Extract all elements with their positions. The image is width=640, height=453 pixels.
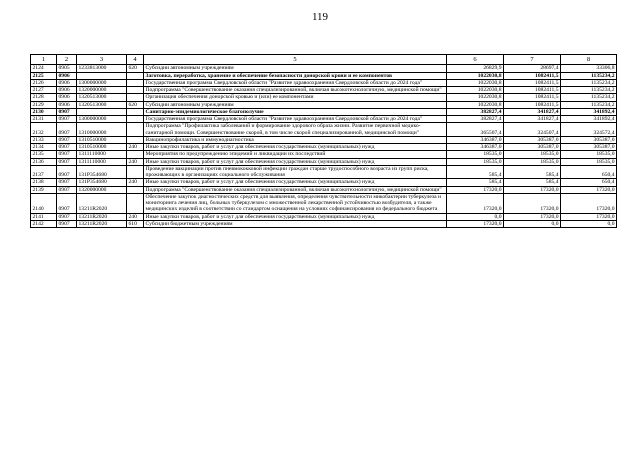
column-header: 6	[447, 55, 504, 65]
section-code: 0906	[57, 94, 77, 101]
row-number: 2137	[31, 165, 57, 179]
amount-col-7: 585,4	[504, 165, 561, 179]
section-code: 0906	[57, 79, 77, 86]
amount-col-7: 18535,0	[504, 151, 561, 158]
row-number: 2136	[31, 158, 57, 165]
budget-table	[30, 54, 617, 228]
amount-col-8: 17320,0	[561, 193, 617, 213]
row-description: Санитарно-эпидемиологическое благополучие	[144, 108, 447, 115]
target-code: 13211R2020	[77, 213, 127, 220]
amount-col-6: 17320,0	[447, 193, 504, 213]
target-code	[77, 108, 127, 115]
row-description: Проведение вакцинации против пневмококковой инфекции граждан старше трудоспособного возраста из групп риска, проживающих в организациях социального обслуживания	[144, 165, 447, 179]
amount-col-7: 324507,4	[504, 123, 561, 137]
expense-type	[127, 79, 144, 86]
amount-col-6: 365507,4	[447, 123, 504, 137]
expense-type	[127, 193, 144, 213]
amount-col-8: 305387,0	[561, 144, 617, 151]
row-number: 2142	[31, 220, 57, 227]
row-description: Подпрограмма "Профилактика заболеваний и формирование здорового образа жизни. Развитие первичной медико-санитарной помощи. Совершенствование скорой, в том числе скорой специализированной, медицинской помощи"	[144, 123, 447, 137]
table-row	[31, 87, 617, 94]
amount-col-6: 585,4	[447, 165, 504, 179]
section-code: 0906	[57, 72, 77, 79]
amount-col-6: 18535,0	[447, 158, 504, 165]
section-code: 0907	[57, 165, 77, 179]
section-code: 0907	[57, 186, 77, 193]
amount-col-7: 17320,0	[504, 213, 561, 220]
amount-col-7: 17320,0	[504, 186, 561, 193]
table-row	[31, 193, 617, 213]
amount-col-6: 1022030,8	[447, 72, 504, 79]
section-code: 0907	[57, 136, 77, 143]
row-description: Субсидии автономным учреждениям	[144, 101, 447, 108]
table-row	[31, 213, 617, 220]
amount-col-7: 341827,4	[504, 108, 561, 115]
section-code: 0906	[57, 87, 77, 94]
section-code: 0907	[57, 179, 77, 186]
section-code: 0907	[57, 220, 77, 227]
row-description: Вакцинопрофилактика и иммунодиагностика	[144, 136, 447, 143]
column-header: 8	[561, 55, 617, 65]
expense-type	[127, 186, 144, 193]
amount-col-7: 0,0	[504, 220, 561, 227]
row-number: 2126	[31, 79, 57, 86]
section-code: 0907	[57, 151, 77, 158]
amount-col-7: 17320,0	[504, 193, 561, 213]
amount-col-6: 17320,0	[447, 220, 504, 227]
target-code: 1320513000	[77, 101, 127, 108]
amount-col-8: 341892,4	[561, 108, 617, 115]
amount-col-7: 1082411,5	[504, 87, 561, 94]
amount-col-8: 33306,8	[561, 65, 617, 72]
section-code: 0907	[57, 144, 77, 151]
row-number: 2127	[31, 87, 57, 94]
target-code: 1311110000	[77, 151, 127, 158]
amount-col-6: 1022030,8	[447, 101, 504, 108]
column-header: 2	[57, 55, 77, 65]
row-number: 2132	[31, 123, 57, 137]
target-code: 1320000000	[77, 186, 127, 193]
amount-col-7: 1082411,5	[504, 79, 561, 86]
amount-col-8: 1135234,2	[561, 72, 617, 79]
table-row	[31, 144, 617, 151]
expense-type	[127, 72, 144, 79]
row-number: 2125	[31, 72, 57, 79]
table-row	[31, 101, 617, 108]
expense-type: 240	[127, 179, 144, 186]
table-header-row	[31, 55, 617, 65]
table-row	[31, 94, 617, 101]
table-body	[31, 65, 617, 228]
amount-col-6: 1022030,8	[447, 79, 504, 86]
row-description: Обеспечение закупок диагностических средств для выявления, определения чувствительности микобактерии туберкулеза и мониторинга лечения лиц, больных туберкулезом с множественной лекарственной устойчивостью возбудителя, а также медицинских изделий в соответствии со стандартом оснащения на условиях софинансирования из федерального бюджета	[144, 193, 447, 213]
row-description: Подпрограмма "Совершенствование оказания специализированной, включая высокотехнологичную, медицинской помощи"	[144, 87, 447, 94]
amount-col-6: 346387,0	[447, 136, 504, 143]
target-code: 1310000000	[77, 123, 127, 137]
amount-col-8: 17320,0	[561, 213, 617, 220]
target-code: 1300000000	[77, 116, 127, 123]
table-row	[31, 186, 617, 193]
table-row	[31, 220, 617, 227]
table-row	[31, 65, 617, 72]
row-description: Мероприятия по предупреждению эпидемий и ликвидации их последствий	[144, 151, 447, 158]
expense-type	[127, 116, 144, 123]
amount-col-7: 1082411,5	[504, 101, 561, 108]
expense-type: 610	[127, 220, 144, 227]
amount-col-8: 341892,4	[561, 116, 617, 123]
section-code: 0907	[57, 123, 77, 137]
amount-col-8: 18535,0	[561, 151, 617, 158]
target-code: 131P354680	[77, 165, 127, 179]
amount-col-8: 1135234,2	[561, 79, 617, 86]
column-header: 4	[127, 55, 144, 65]
expense-type	[127, 123, 144, 137]
amount-col-7: 305387,0	[504, 144, 561, 151]
column-header: 5	[144, 55, 447, 65]
amount-col-7: 1082411,5	[504, 94, 561, 101]
amount-col-7: 341827,4	[504, 116, 561, 123]
amount-col-6: 346387,0	[447, 144, 504, 151]
target-code: 13211R2020	[77, 220, 127, 227]
section-code: 0907	[57, 116, 77, 123]
expense-type	[127, 94, 144, 101]
table-row	[31, 158, 617, 165]
amount-col-8: 1135234,2	[561, 94, 617, 101]
row-number: 2139	[31, 186, 57, 193]
amount-col-8: 1135234,2	[561, 101, 617, 108]
row-number: 2138	[31, 179, 57, 186]
target-code: 1310510000	[77, 144, 127, 151]
column-header: 1	[31, 55, 57, 65]
row-description: Субсидии автономным учреждениям	[144, 65, 447, 72]
amount-col-7: 1082411,5	[504, 72, 561, 79]
section-code: 0907	[57, 193, 77, 213]
section-code: 0907	[57, 158, 77, 165]
amount-col-6: 18535,0	[447, 151, 504, 158]
row-number: 2130	[31, 108, 57, 115]
row-description: Субсидии бюджетным учреждениям	[144, 220, 447, 227]
amount-col-6: 0,0	[447, 213, 504, 220]
row-number: 2134	[31, 144, 57, 151]
expense-type: 240	[127, 213, 144, 220]
row-number: 2140	[31, 193, 57, 213]
target-code: 1310510000	[77, 136, 127, 143]
section-code: 0906	[57, 101, 77, 108]
amount-col-8: 18535,0	[561, 158, 617, 165]
target-code: 13211R2020	[77, 193, 127, 213]
table-row	[31, 136, 617, 143]
table-row	[31, 123, 617, 137]
amount-col-8: 305387,0	[561, 136, 617, 143]
amount-col-6: 26829,9	[447, 65, 504, 72]
target-code	[77, 72, 127, 79]
expense-type	[127, 151, 144, 158]
amount-col-6: 1022030,8	[447, 87, 504, 94]
amount-col-7: 18535,0	[504, 158, 561, 165]
table-row	[31, 116, 617, 123]
amount-col-8: 0,0	[561, 220, 617, 227]
row-description: Иные закупки товаров, работ и услуг для обеспечения государственных (муниципальных) нужд	[144, 144, 447, 151]
amount-col-8: 324572,4	[561, 123, 617, 137]
row-description: Государственная программа Свердловской области "Развитие здравоохранения Свердловской области до 2024 года"	[144, 116, 447, 123]
expense-type: 620	[127, 65, 144, 72]
amount-col-8: 1135234,2	[561, 87, 617, 94]
table-row	[31, 151, 617, 158]
expense-type: 240	[127, 158, 144, 165]
row-description: Государственная программа Свердловской области "Развитие здравоохранения Свердловской области до 2024 года"	[144, 79, 447, 86]
amount-col-8: 650,4	[561, 165, 617, 179]
row-number: 2124	[31, 65, 57, 72]
amount-col-6: 1022030,8	[447, 94, 504, 101]
row-number: 2131	[31, 116, 57, 123]
expense-type	[127, 136, 144, 143]
section-code: 0905	[57, 65, 77, 72]
table-row	[31, 108, 617, 115]
row-number: 2128	[31, 94, 57, 101]
target-code: 1233813000	[77, 65, 127, 72]
expense-type	[127, 108, 144, 115]
row-number: 2141	[31, 213, 57, 220]
expense-type	[127, 165, 144, 179]
amount-col-8: 650,4	[561, 179, 617, 186]
amount-col-6: 17320,0	[447, 186, 504, 193]
amount-col-6: 382827,4	[447, 116, 504, 123]
row-number: 2135	[31, 151, 57, 158]
row-description: Заготовка, переработка, хранение и обеспечение безопасности донорской крови и ее компонентов	[144, 72, 447, 79]
table-row	[31, 72, 617, 79]
column-header: 7	[504, 55, 561, 65]
table-row	[31, 165, 617, 179]
amount-col-7: 305387,0	[504, 136, 561, 143]
amount-col-7: 585,4	[504, 179, 561, 186]
row-description: Иные закупки товаров, работ и услуг для обеспечения государственных (муниципальных) нужд	[144, 179, 447, 186]
target-code: 1300000000	[77, 79, 127, 86]
row-number: 2133	[31, 136, 57, 143]
row-description: Иные закупки товаров, работ и услуг для обеспечения государственных (муниципальных) нужд	[144, 158, 447, 165]
section-code: 0907	[57, 213, 77, 220]
row-number: 2129	[31, 101, 57, 108]
column-header: 3	[77, 55, 127, 65]
table-row	[31, 179, 617, 186]
row-description: Подпрограмма "Совершенствование оказания специализированной, включая высокотехнологичную, медицинской помощи"	[144, 186, 447, 193]
expense-type	[127, 87, 144, 94]
amount-col-8: 17320,0	[561, 186, 617, 193]
target-code: 131P354680	[77, 179, 127, 186]
target-code: 1320513000	[77, 94, 127, 101]
section-code: 0907	[57, 108, 77, 115]
target-code: 1320000000	[77, 87, 127, 94]
row-description: Организация обеспечения донорской кровью и (или) ее компонентами	[144, 94, 447, 101]
table-row	[31, 79, 617, 86]
expense-type: 620	[127, 101, 144, 108]
amount-col-6: 382827,4	[447, 108, 504, 115]
target-code: 1311110000	[77, 158, 127, 165]
page-number: 119	[311, 11, 329, 23]
amount-col-6: 585,4	[447, 179, 504, 186]
expense-type: 240	[127, 144, 144, 151]
amount-col-7: 28697,4	[504, 65, 561, 72]
row-description: Иные закупки товаров, работ и услуг для обеспечения государственных (муниципальных) нужд	[144, 213, 447, 220]
